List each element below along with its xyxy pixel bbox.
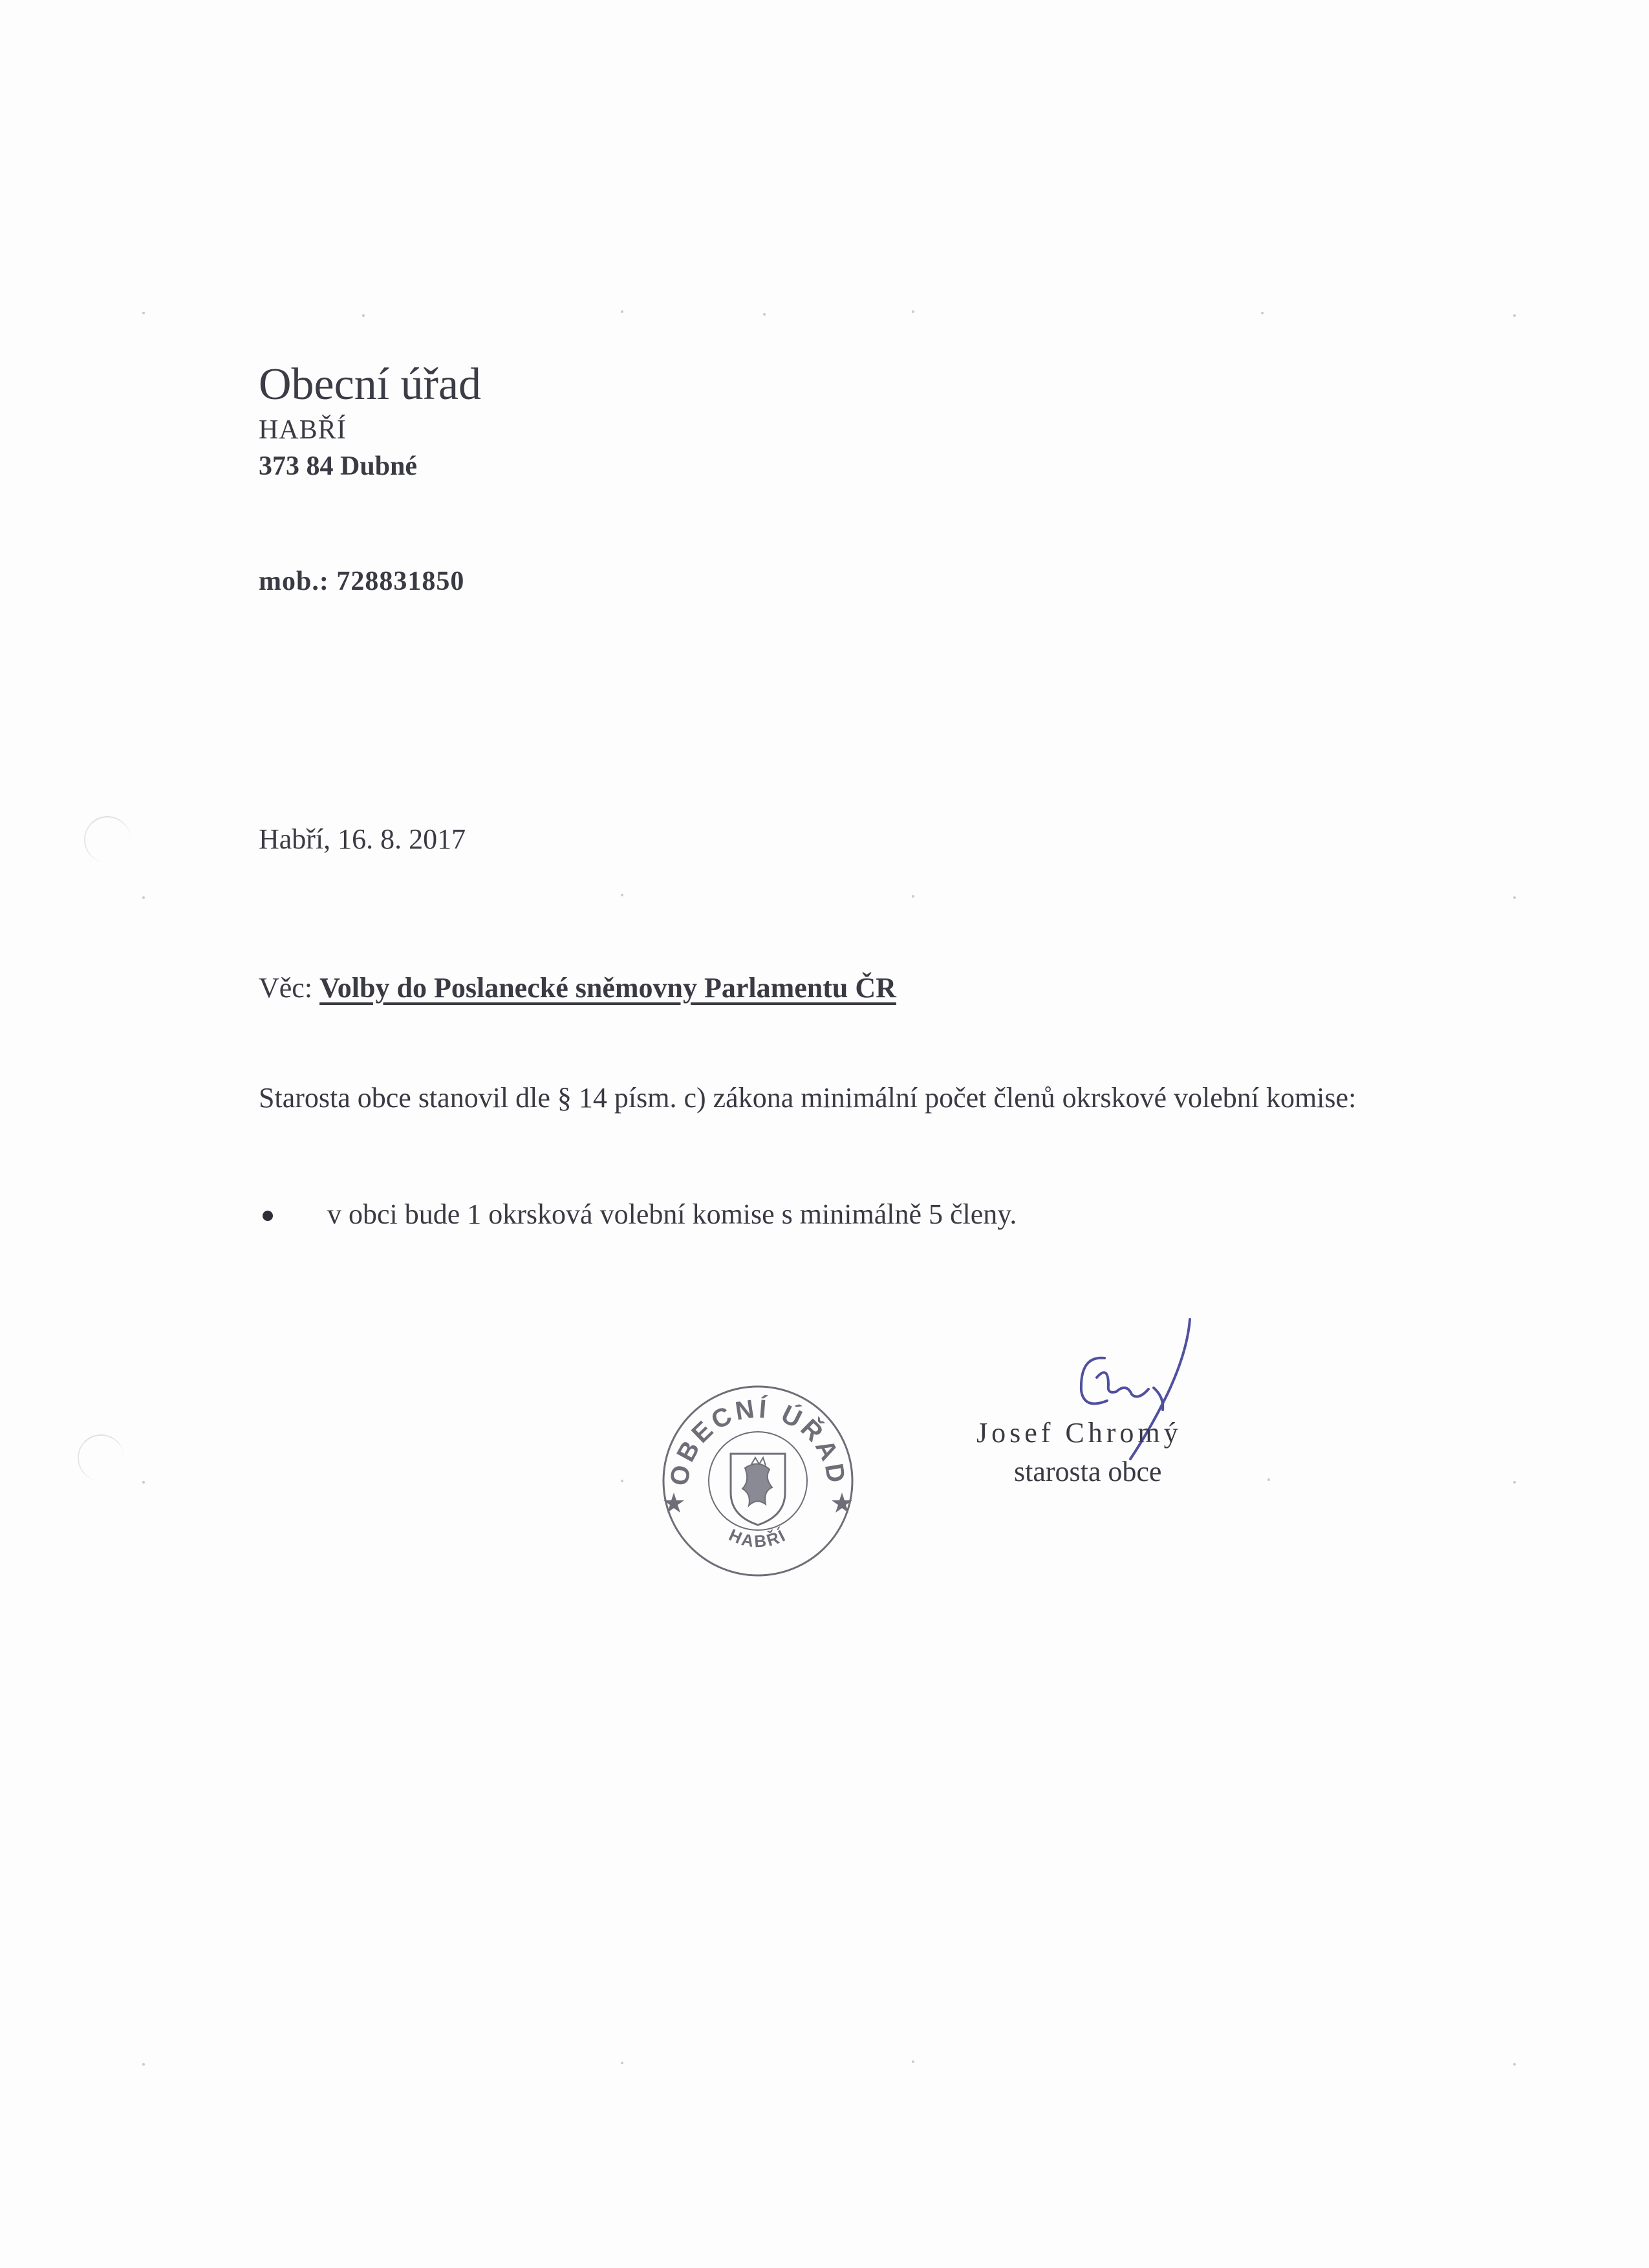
scan-speck [621, 2062, 623, 2064]
signatory-role: starosta obce [1014, 1456, 1162, 1487]
village-name: HABŘÍ [259, 415, 347, 445]
scan-speck [142, 312, 145, 314]
subject-line [259, 971, 896, 1004]
body-paragraph: Starosta obce stanovil dle § 14 písm. c) zákona minimální počet členů okrskové volební komise: [259, 1082, 1357, 1114]
scan-speck [1513, 314, 1516, 317]
scan-speck [621, 310, 623, 313]
scan-speck [1513, 896, 1516, 899]
scan-speck [142, 896, 145, 899]
scan-speck [912, 2060, 914, 2063]
signatory-name: Josef Chromý [976, 1417, 1182, 1449]
scan-speck [362, 314, 365, 317]
coat-of-arms-icon [731, 1454, 785, 1525]
stamp-top-text: OBECNÍ ÚŘAD [665, 1394, 851, 1488]
bullet-list [259, 1195, 1017, 1234]
scan-speck [1261, 312, 1264, 314]
list-item-text: v obci bude 1 okrsková volební komise s minimálně 5 členy. [327, 1198, 1017, 1230]
postal-address: 373 84 Dubné [259, 451, 418, 481]
scan-speck [1513, 1481, 1516, 1484]
scan-speck [621, 894, 623, 896]
list-item [259, 1195, 1017, 1234]
office-name: Obecní úřad [259, 360, 482, 409]
scan-speck [912, 895, 914, 898]
stamp-bottom-text: HABŘÍ [726, 1524, 790, 1551]
letter-date: Habří, 16. 8. 2017 [259, 823, 466, 855]
subject-value: Volby do Poslanecké sněmovny Parlamentu ČR [319, 972, 896, 1004]
subject-label: Věc: [259, 972, 313, 1004]
scan-speck [912, 310, 914, 313]
scan-speck [763, 313, 766, 316]
scan-speck [142, 1481, 145, 1484]
scan-speck [1267, 1478, 1270, 1481]
signature-block [976, 1414, 1182, 1491]
scan-speck [1513, 2063, 1516, 2066]
scan-speck [142, 2063, 145, 2066]
phone-number: mob.: 728831850 [259, 567, 465, 596]
svg-text:HABŘÍ [726, 1525, 790, 1551]
scan-speck [621, 1480, 623, 1482]
punch-hole-mark [78, 1434, 124, 1481]
official-stamp [654, 1377, 861, 1584]
punch-hole-mark [84, 816, 131, 863]
bullet-icon [263, 1211, 273, 1221]
letterhead [259, 359, 481, 484]
